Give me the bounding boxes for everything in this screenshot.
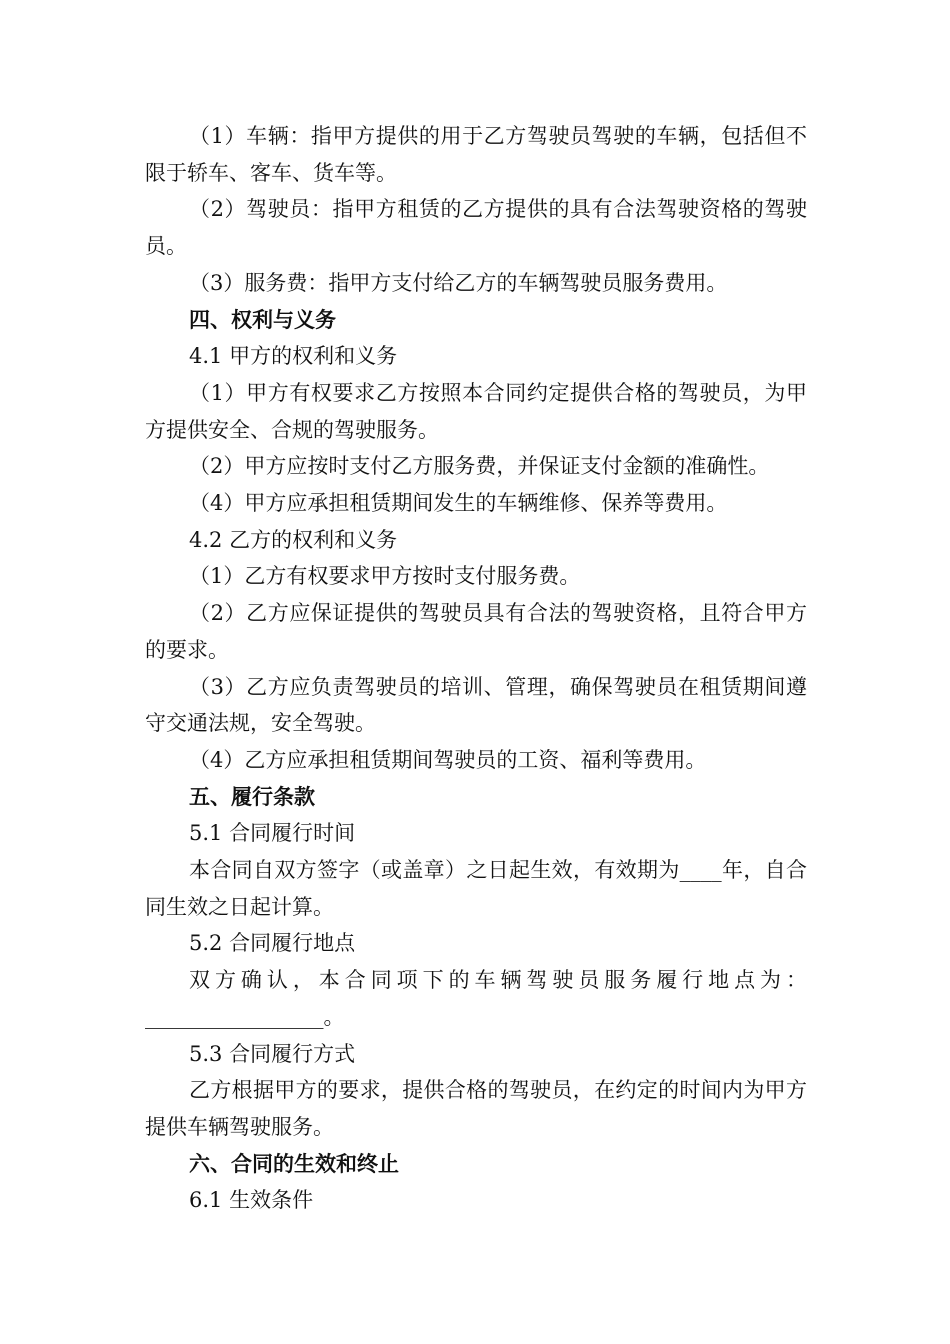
paragraph-party-a-obligation-4: （4）甲方应承担租赁期间发生的车辆维修、保养等费用。 bbox=[189, 491, 728, 516]
section-heading-rights-obligations: 四、权利与义务 bbox=[189, 306, 336, 332]
subsection-heading-4-2: 4.2 乙方的权利和义务 bbox=[189, 527, 398, 552]
paragraph-party-b-obligation-4: （4）乙方应承担租赁期间驾驶员的工资、福利等费用。 bbox=[189, 747, 707, 772]
subsection-heading-5-3: 5.3 合同履行方式 bbox=[189, 1041, 356, 1066]
section-heading-effect-termination: 六、合同的生效和终止 bbox=[189, 1150, 399, 1176]
paragraph-party-b-obligation-3: （3）乙方应负责驾驶员的培训、管理，确保驾驶员在租赁期间遵守交通法规，安全驾驶。 bbox=[145, 674, 807, 736]
paragraph-definition-vehicle: （1）车辆：指甲方提供的用于乙方驾驶员驾驶的车辆，包括但不限于轿车、客车、货车等。 bbox=[145, 124, 807, 185]
paragraph-definition-driver: （2）驾驶员：指甲方租赁的乙方提供的具有合法驾驶资格的驾驶员。 bbox=[145, 197, 807, 259]
paragraph-party-b-right-1: （1）乙方有权要求甲方按时支付服务费。 bbox=[189, 564, 581, 589]
paragraph-party-b-obligation-2: （2）乙方应保证提供的驾驶员具有合法的驾驶资格，且符合甲方的要求。 bbox=[145, 601, 807, 662]
paragraph-performance-method: 乙方根据甲方的要求，提供合格的驾驶员，在约定的时间内为甲方提供车辆驾驶服务。 bbox=[145, 1078, 807, 1139]
paragraph-definition-service-fee: （3）服务费：指甲方支付给乙方的车辆驾驶员服务费用。 bbox=[189, 270, 728, 295]
paragraph-performance-time: 本合同自双方签字（或盖章）之日起生效，有效期为____年，自合同生效之日起计算。 bbox=[145, 858, 807, 919]
section-heading-performance: 五、履行条款 bbox=[189, 783, 315, 809]
paragraph-party-a-obligation-2: （2）甲方应按时支付乙方服务费，并保证支付金额的准确性。 bbox=[189, 454, 770, 479]
subsection-heading-4-1: 4.1 甲方的权利和义务 bbox=[189, 344, 398, 369]
subsection-heading-5-1: 5.1 合同履行时间 bbox=[189, 821, 356, 846]
subsection-heading-5-2: 5.2 合同履行地点 bbox=[189, 931, 356, 956]
paragraph-party-a-right-1: （1）甲方有权要求乙方按照本合同约定提供合格的驾驶员，为甲方提供安全、合规的驾驶服务。 bbox=[145, 380, 807, 442]
subsection-heading-6-1: 6.1 生效条件 bbox=[189, 1188, 314, 1213]
document-body bbox=[145, 118, 807, 1219]
paragraph-performance-location: 双方确认，本合同项下的车辆驾驶员服务履行地点为：_________________。 bbox=[145, 968, 807, 1029]
